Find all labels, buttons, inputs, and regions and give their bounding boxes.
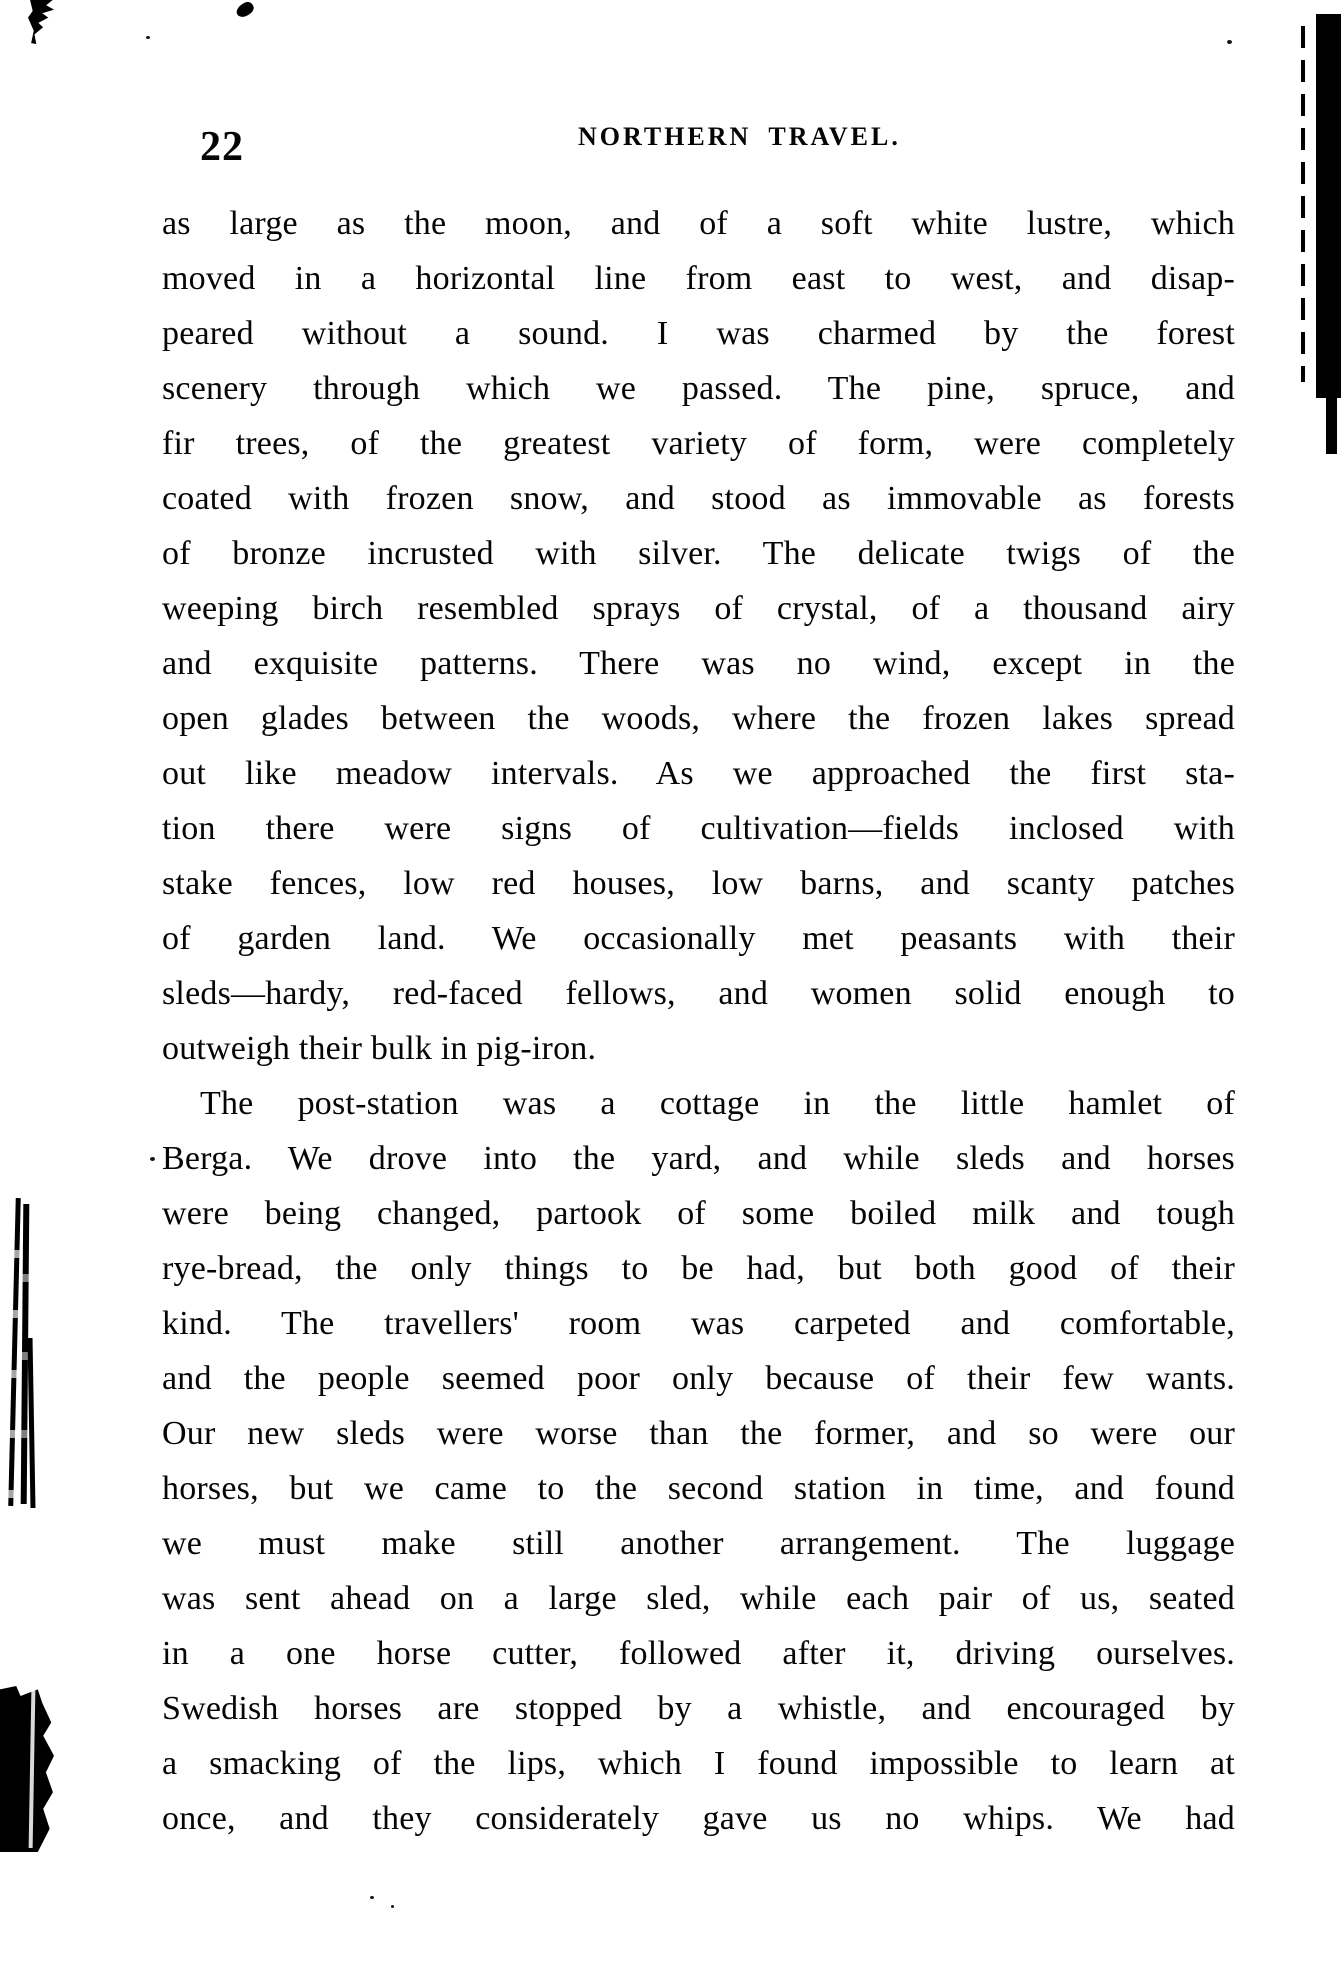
text-line: a smacking of the lips, which I found impossible to learn at	[162, 1745, 1235, 1782]
text-line: in a one horse cutter, followed after it, driving ourselves.	[162, 1635, 1235, 1672]
text-line: Swedish horses are stopped by a whistle, and encouraged by	[162, 1690, 1235, 1727]
text-line: of bronze incrusted with silver. The delicate twigs of the	[162, 535, 1235, 572]
running-header: NORTHERN TRAVEL.	[578, 122, 901, 151]
text-line: Berga. We drove into the yard, and while sleds and horses	[162, 1140, 1235, 1177]
text-line: weeping birch resembled sprays of crystal, of a thousand airy	[162, 590, 1235, 627]
scan-artifact-top-speck	[234, 0, 255, 18]
scan-artifact-right-edge-bar	[1316, 14, 1341, 398]
scan-speck	[1227, 40, 1232, 44]
scan-speck	[370, 1896, 374, 1899]
scan-artifact-right-edge-bar-tail	[1326, 392, 1337, 454]
text-line: and the people seemed poor only because of their few wants.	[162, 1360, 1235, 1397]
text-line: once, and they considerately gave us no whips. We had	[162, 1800, 1235, 1837]
scan-artifact-left-edge-line	[28, 1338, 36, 1508]
text-line: coated with frozen snow, and stood as immovable as forests	[162, 480, 1235, 517]
text-line: peared without a sound. I was charmed by the forest	[162, 315, 1235, 352]
text-line: rye-bread, the only things to be had, but both good of their	[162, 1250, 1235, 1287]
scan-speck	[150, 1157, 155, 1161]
scan-speck	[391, 1905, 394, 1908]
text-line: open glades between the woods, where the frozen lakes spread	[162, 700, 1235, 737]
text-line: was sent ahead on a large sled, while each pair of us, seated	[162, 1580, 1235, 1617]
scan-speck	[146, 36, 150, 39]
page-number: 22	[200, 124, 244, 170]
text-line-paragraph-start: The post-station was a cottage in the little hamlet of	[200, 1085, 1235, 1122]
text-line: moved in a horizontal line from east to west, and disap-	[162, 260, 1235, 297]
text-line: horses, but we came to the second station in time, and found	[162, 1470, 1235, 1507]
text-line: kind. The travellers' room was carpeted and comfortable,	[162, 1305, 1235, 1342]
text-line: out like meadow intervals. As we approached the first sta-	[162, 755, 1235, 792]
text-line: we must make still another arrangement. The luggage	[162, 1525, 1235, 1562]
text-line-paragraph-end: outweigh their bulk in pig-iron.	[162, 1030, 597, 1067]
scan-artifact-top-left-mark	[28, 0, 54, 44]
text-line: scenery through which we passed. The pine, spruce, and	[162, 370, 1235, 407]
text-line: tion there were signs of cultivation—fields inclosed with	[162, 810, 1235, 847]
scan-artifact-left-edge-line	[8, 1198, 21, 1506]
text-line: and exquisite patterns. There was no wind, except in the	[162, 645, 1235, 682]
text-line: sleds—hardy, red-faced fellows, and women solid enough to	[162, 975, 1235, 1012]
text-line: as large as the moon, and of a soft white lustre, which	[162, 205, 1235, 242]
text-line: fir trees, of the greatest variety of form, were completely	[162, 425, 1235, 462]
text-line: Our new sleds were worse than the former, and so were our	[162, 1415, 1235, 1452]
text-line: stake fences, low red houses, low barns, and scanty patches	[162, 865, 1235, 902]
scan-artifact-bottom-left-blob	[0, 1686, 54, 1852]
text-line: were being changed, partook of some boiled milk and tough	[162, 1195, 1235, 1232]
text-line: of garden land. We occasionally met peasants with their	[162, 920, 1235, 957]
scan-artifact-right-edge-line	[1301, 26, 1305, 382]
text-block	[162, 196, 1235, 1846]
